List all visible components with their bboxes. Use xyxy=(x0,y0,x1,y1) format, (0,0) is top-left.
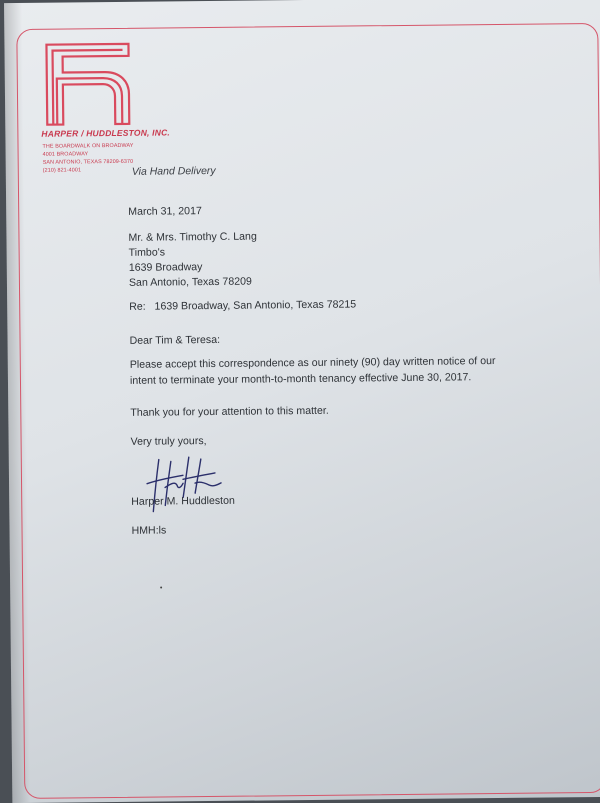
recipient-line-3: 1639 Broadway xyxy=(128,261,203,274)
recipient-line-4: San Antonio, Texas 78209 xyxy=(128,275,252,289)
recipient-line-1: Mr. & Mrs. Timothy C. Lang xyxy=(128,230,257,244)
letter-date: March 31, 2017 xyxy=(128,205,202,218)
address-line-1: THE BOARDWALK ON BROADWAY xyxy=(42,142,134,150)
company-name: HARPER / HUDDLESTON, INC. xyxy=(41,127,171,139)
letter-page xyxy=(4,0,600,803)
body-line-2: intent to terminate your month-to-month tenancy effective June 30, 2017. xyxy=(129,371,472,387)
initials: HMH:ls xyxy=(131,524,167,537)
body-line-1: Please accept this correspondence as our ninety (90) day written notice of our xyxy=(129,355,496,371)
signer-name: Harper M. Huddleston xyxy=(131,494,235,508)
thanks-line: Thank you for your attention to this matter. xyxy=(130,404,329,419)
paper-speck xyxy=(160,587,162,589)
address-line-3: SAN ANTONIO, TEXAS 78209-6370 xyxy=(42,158,134,166)
closing: Very truly yours, xyxy=(130,435,207,448)
address-line-4: (210) 821-4001 xyxy=(42,167,82,174)
recipient-line-2: Timbo's xyxy=(128,246,166,259)
address-line-2: 4001 BROADWAY xyxy=(42,151,89,158)
re-line: Re: 1639 Broadway, San Antonio, Texas 78215 xyxy=(129,298,357,313)
delivery-method: Via Hand Delivery xyxy=(131,164,216,178)
salutation: Dear Tim & Teresa: xyxy=(129,333,221,347)
company-logo-icon xyxy=(42,38,133,127)
